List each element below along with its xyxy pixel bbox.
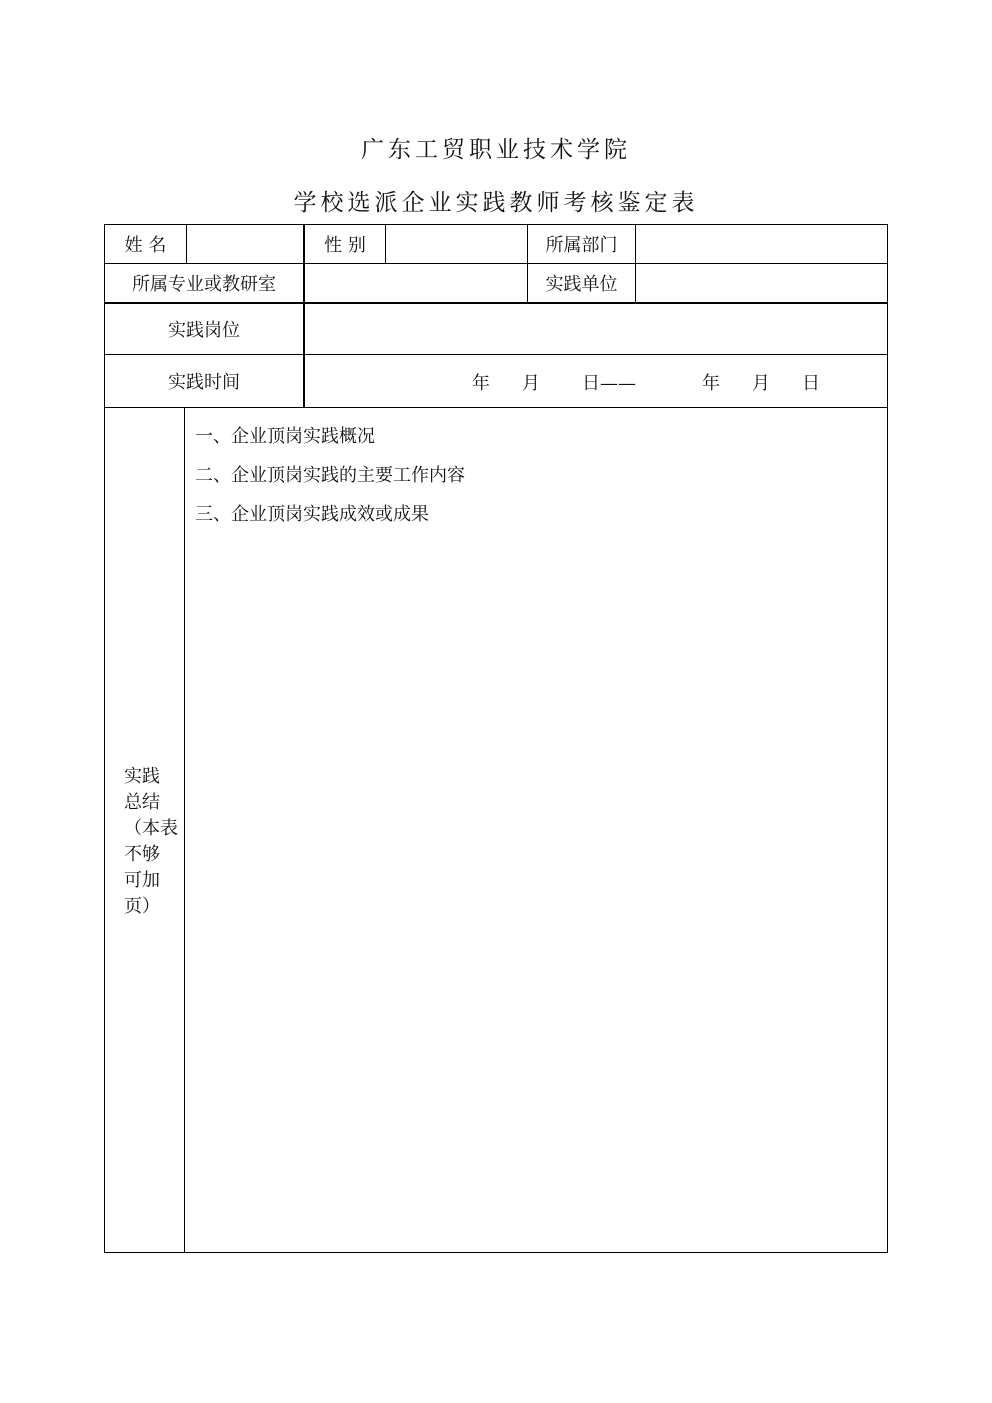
summary-label-line: （本表 — [124, 818, 178, 839]
summary-item-overview: 一、企业顶岗实践概况 — [195, 426, 375, 447]
major-field[interactable] — [306, 265, 526, 301]
summary-field[interactable] — [186, 409, 885, 1251]
table-rule — [635, 224, 636, 304]
end-month-unit: 月 — [752, 373, 770, 394]
summary-label-line: 可加 — [124, 870, 160, 891]
summary-label-line: 不够 — [124, 844, 160, 865]
table-rule — [184, 407, 185, 1253]
school-title: 广东工贸职业技术学院 — [361, 137, 631, 163]
table-rule — [385, 224, 386, 264]
summary-label — [124, 764, 180, 920]
practice-unit-label: 实践单位 — [545, 274, 618, 295]
name-field[interactable] — [188, 226, 302, 262]
end-year-unit: 年 — [702, 373, 720, 394]
summary-item-work-content: 二、企业顶岗实践的主要工作内容 — [195, 465, 465, 486]
major-label: 所属专业或教研室 — [132, 274, 276, 295]
table-rule — [104, 407, 888, 408]
summary-label-line: 页） — [124, 896, 160, 917]
time-label: 实践时间 — [168, 372, 240, 393]
form-title: 学校选派企业实践教师考核鉴定表 — [293, 190, 699, 216]
time-field[interactable] — [306, 356, 885, 406]
name-label: 姓 名 — [124, 234, 167, 256]
start-year-unit: 年 — [472, 373, 490, 394]
table-border-right — [887, 224, 888, 1253]
start-month-unit: 月 — [522, 373, 540, 394]
table-border-bottom — [104, 1252, 888, 1253]
end-day-unit: 日 — [802, 373, 820, 394]
gender-field[interactable] — [387, 226, 526, 262]
summary-label-line: 总结 — [124, 792, 160, 813]
summary-label-line: 实践 — [124, 766, 160, 787]
position-label: 实践岗位 — [168, 320, 240, 341]
department-field[interactable] — [637, 226, 885, 262]
start-day-unit: 日—— — [582, 373, 636, 394]
position-field[interactable] — [306, 306, 885, 353]
practice-unit-field[interactable] — [637, 265, 885, 301]
summary-item-results: 三、企业顶岗实践成效或成果 — [195, 504, 429, 525]
gender-label: 性 别 — [324, 234, 366, 256]
table-border-top — [104, 224, 888, 225]
department-label: 所属部门 — [545, 234, 618, 256]
